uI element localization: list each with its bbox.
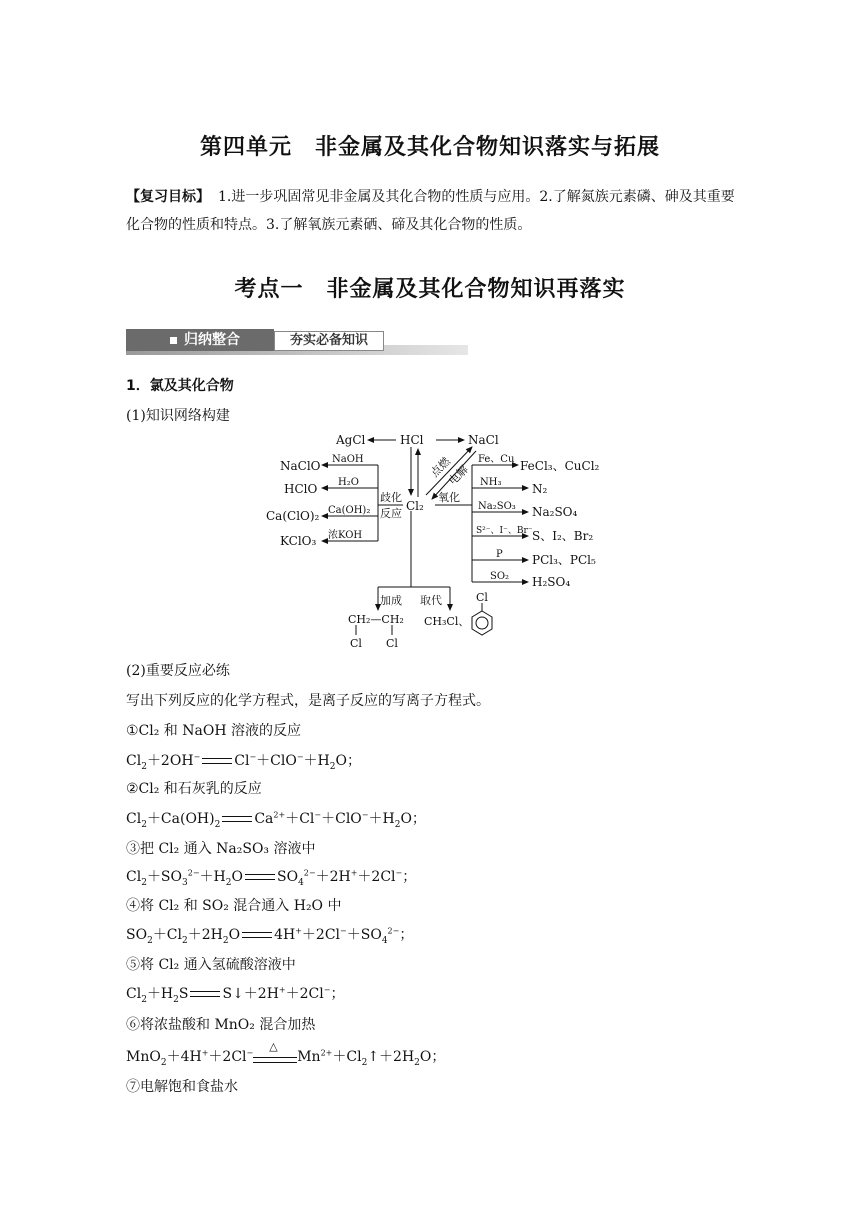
node-caclo2: Ca(ClO)₂ bbox=[266, 509, 320, 523]
label-disproportion-2: 反应 bbox=[380, 507, 402, 520]
chlorine-network-diagram bbox=[260, 425, 600, 655]
node-n2: N₂ bbox=[532, 482, 548, 496]
node-fecl3: FeCl₃、CuCl₂ bbox=[520, 459, 600, 473]
node-cl-b: Cl bbox=[386, 637, 398, 650]
reaction-2-equation: $Cl_2+Ca(OH)_2$ $Ca^{2+}+Cl^-+ClO^-+H_2O$； bbox=[126, 810, 426, 830]
reaction-7-title: ⑦电解饱和食盐水 bbox=[126, 1079, 238, 1095]
reaction-1-equation: $Cl_2+2OH^-$ $Cl^-+ClO^-+H_2O$； bbox=[126, 752, 361, 772]
node-na2so4: Na₂SO₄ bbox=[532, 505, 578, 519]
subheading-network: (1)知识网络构建 bbox=[126, 408, 230, 424]
node-agcl: AgCl bbox=[336, 433, 366, 447]
reaction-3-title: ③把 Cl₂ 通入 Na₂SO₃ 溶液中 bbox=[126, 841, 316, 857]
reaction-6-equation: MnO$_2$＋4H+＋2Cl− △ $Mn^{2+}+Cl_2↑+2H_2O$； bbox=[126, 1040, 446, 1068]
reagent-p: P bbox=[496, 549, 503, 560]
node-ch3cl: CH₃Cl、 bbox=[424, 615, 470, 628]
reagent-koh: 浓KOH bbox=[328, 530, 363, 541]
reaction-4-title: ④将 Cl₂ 和 SO₂ 混合通入 H₂O 中 bbox=[126, 898, 342, 914]
label-electrolysis: 电解 bbox=[446, 462, 471, 488]
banner-light-label: 夯实必备知识 bbox=[274, 331, 384, 351]
section-title: 考点一 非金属及其化合物知识再落实 bbox=[234, 277, 626, 302]
node-hclo: HClO bbox=[284, 482, 318, 496]
banner-dark-tab bbox=[126, 329, 274, 351]
reaction-4-equation: $SO_2+Cl_2+2H_2O$ $4H^++2Cl^-+SO_4^{2-}$； bbox=[126, 926, 414, 946]
reagent-fe-cu: Fe、Cu bbox=[478, 454, 515, 465]
node-cl-a: Cl bbox=[350, 637, 362, 650]
label-oxidation: 氧化 bbox=[438, 491, 460, 504]
label-addition: 加成 bbox=[380, 594, 402, 607]
label-substitution: 取代 bbox=[420, 594, 442, 607]
reaction-6-title: ⑥将浓盐酸和 MnO₂ 混合加热 bbox=[126, 1017, 316, 1033]
node-chlorobenzene-cl: Cl bbox=[476, 591, 488, 604]
node-kclo3: KClO₃ bbox=[280, 534, 317, 548]
review-objectives bbox=[126, 183, 736, 239]
reagent-nh3: NH₃ bbox=[480, 477, 502, 488]
reagent-naoh: NaOH bbox=[332, 454, 364, 465]
section-banner bbox=[126, 329, 468, 355]
reaction-2-title: ②Cl₂ 和石灰乳的反应 bbox=[126, 781, 262, 797]
reaction-5-title: ⑤将 Cl₂ 通入氢硫酸溶液中 bbox=[126, 957, 296, 973]
label-ignite: 点燃 bbox=[428, 454, 453, 480]
objectives-text: 1.进一步巩固常见非金属及其化合物的性质与应用。2.了解氮族元素磷、砷及其重要化合物的性质和特点。3.了解氧族元素硒、碲及其化合物的性质。 bbox=[126, 189, 735, 233]
node-s-i2-br2: S、I₂、Br₂ bbox=[532, 529, 594, 543]
instruction-text: 写出下列反应的化学方程式，是离子反应的写离子方程式。 bbox=[126, 693, 490, 709]
node-naclo: NaClO bbox=[280, 459, 321, 473]
objectives-tag: 【复习目标】 bbox=[126, 189, 210, 205]
reaction-1-title: ①Cl₂ 和 NaOH 溶液的反应 bbox=[126, 723, 301, 739]
node-nacl: NaCl bbox=[468, 433, 499, 447]
reagent-h2o: H₂O bbox=[338, 477, 359, 488]
item-heading: 1．氯及其化合物 bbox=[126, 378, 234, 394]
document-title: 第四单元 非金属及其化合物知识落实与拓展 bbox=[199, 135, 660, 160]
subheading-reactions: (2)重要反应必练 bbox=[126, 663, 230, 679]
node-pcl: PCl₃、PCl₅ bbox=[532, 553, 596, 567]
square-bullet-icon bbox=[170, 337, 177, 344]
reagent-caoh2: Ca(OH)₂ bbox=[328, 505, 371, 516]
node-h2so4: H₂SO₄ bbox=[532, 575, 571, 589]
reagent-so2: SO₂ bbox=[490, 571, 510, 582]
label-disproportion-1: 歧化 bbox=[380, 491, 402, 504]
reagent-halides: S²⁻、I⁻、Br⁻ bbox=[476, 526, 533, 536]
reaction-3-equation: $Cl_2+SO_3^{2-}+H_2O$ $SO_4^{2-}+2H^++2Cl^-$； bbox=[126, 868, 417, 888]
node-ethane: CH₂—CH₂ bbox=[348, 613, 404, 626]
node-cl2: Cl₂ bbox=[406, 499, 424, 513]
node-hcl: HCl bbox=[400, 433, 424, 447]
reagent-na2so3: Na₂SO₃ bbox=[478, 501, 516, 512]
banner-dark-label: 归纳整合 bbox=[184, 332, 240, 348]
reaction-5-equation: $Cl_2+H_2S$ S↓＋2H+＋2Cl−； bbox=[126, 985, 345, 1005]
